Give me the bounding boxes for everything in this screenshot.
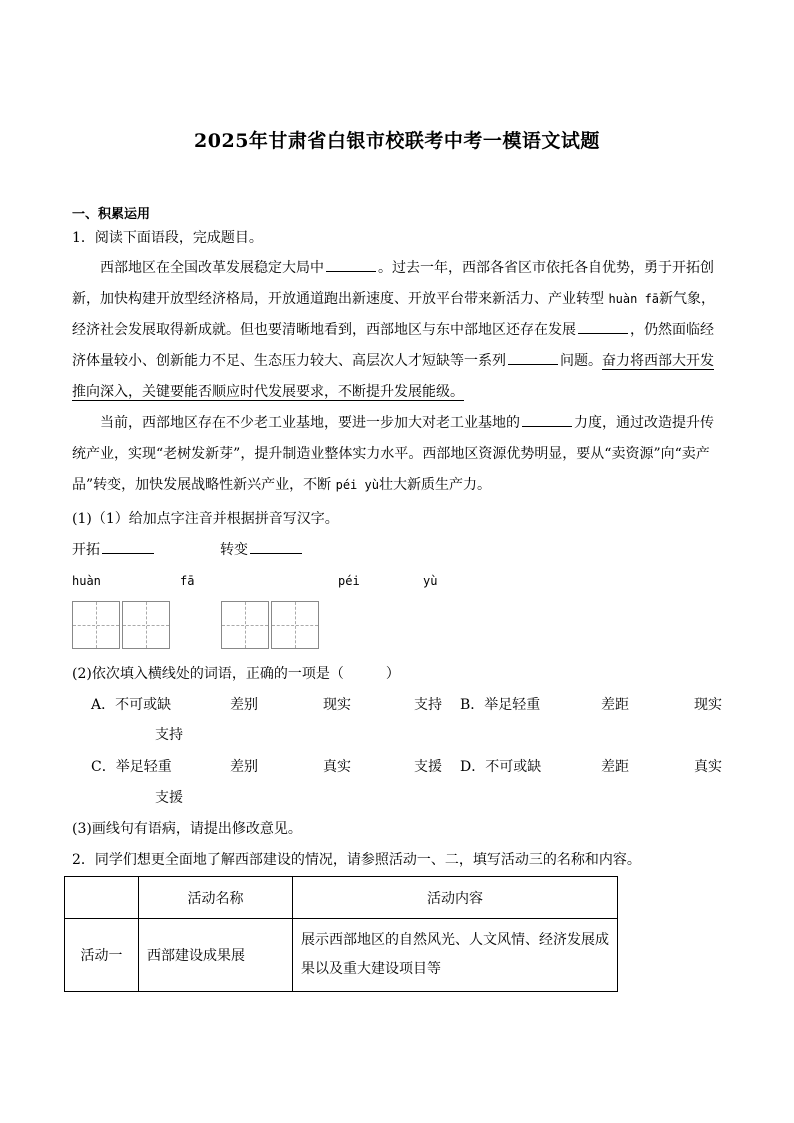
question-1-stem: 1．阅读下面语段，完成题目。 — [72, 230, 263, 246]
underlined-sentence: 奋力将西部大开发推向深入，关键要能否顺应时代发展要求，不断提升发展能级。 — [72, 353, 714, 400]
table-header-row — [65, 877, 618, 919]
option-c-word: 支援 — [414, 759, 442, 775]
passage-text: ，仍然面临经济体量较小、创新能力不足、生态压力较大、高层次人才短缺等一系列 — [72, 322, 714, 369]
option-d-word: 差距 — [601, 759, 629, 775]
writing-grid-box[interactable] — [72, 601, 120, 649]
passage-text: 壮大新质生产力。 — [378, 477, 491, 493]
option-b-word: 现实 — [694, 697, 722, 713]
option-c-word: 真实 — [323, 759, 351, 775]
activity-table — [64, 876, 618, 992]
option-d-word: 真实 — [694, 759, 722, 775]
pinyin-label: péi — [338, 574, 360, 588]
passage-text: 当前，西部地区存在不少老工业基地，要进一步加大对老工业基地的 — [100, 415, 520, 431]
option-a-word: 现实 — [323, 697, 351, 713]
option-c-word: 差别 — [230, 759, 258, 775]
sub-question-2: (2)依次填入横线处的词语，正确的一项是（ ） — [72, 666, 400, 682]
answer-line-1 — [72, 537, 156, 563]
table-cell: 西部建设成果展 — [139, 919, 293, 992]
passage-text: 力度，通过改造提升传统产业，实现“老树发新芽”，提升制造业整体实力水平。西部地区资源优势明显，要从“卖资源”向“卖产品”转变，加快发展战略性新兴产业，不断 — [72, 415, 714, 493]
writing-grid-box[interactable] — [122, 601, 170, 649]
passage-text: 新气象，经济社会发展取得新成就。但也要清晰地看到，西部地区与东中部地区还存在发展 — [72, 291, 716, 338]
option-a-word: 差别 — [230, 697, 258, 713]
fill-blank[interactable] — [508, 350, 558, 365]
table-cell: 活动一 — [65, 919, 139, 992]
option-d-word: 支援 — [155, 790, 183, 806]
pinyin-label: fā — [180, 574, 195, 588]
passage-text: 西部地区在全国改革发展稳定大局中 — [100, 260, 324, 276]
option-b-word: 支持 — [155, 727, 183, 743]
answer-line-2 — [220, 537, 304, 563]
passage-text: 问题。 — [560, 353, 602, 369]
sub-question-1: (1)（1）给加点字注音并根据拼音写汉字。 — [72, 511, 339, 527]
word-label: 转变 — [220, 542, 248, 558]
passage-paragraph-1 — [72, 253, 723, 408]
pinyin-annotation: péi yù — [335, 478, 379, 492]
option-a-label[interactable]: A．不可或缺 — [91, 697, 172, 713]
table-cell: 展示西部地区的自然风光、人文风情、经济发展成果以及重大建设项目等 — [293, 919, 618, 992]
option-a-word: 支持 — [414, 697, 442, 713]
pinyin-label: huàn — [72, 574, 101, 588]
fill-blank[interactable] — [578, 319, 628, 334]
passage-text: 。过去一年，西部各省区市依托各自优势，勇于开拓创新，加快构建开放型经济格局，开放通道跑出新速度、开放平台带来新活力、产业转型 — [72, 260, 714, 307]
pinyin-label: yù — [423, 574, 438, 588]
fill-blank[interactable] — [522, 412, 572, 427]
question-2-stem: 2．同学们想更全面地了解西部建设的情况，请参照活动一、二，填写活动三的名称和内容。 — [72, 852, 641, 868]
option-c-label[interactable]: C．举足轻重 — [91, 759, 172, 775]
writing-grid-box[interactable] — [221, 601, 269, 649]
fill-blank[interactable] — [326, 257, 376, 272]
passage-paragraph-2 — [72, 408, 723, 501]
answer-blank[interactable] — [102, 539, 154, 554]
option-b-word: 差距 — [601, 697, 629, 713]
table-header-cell: 活动内容 — [293, 877, 618, 919]
word-label: 开拓 — [72, 542, 100, 558]
table-header-cell: 活动名称 — [139, 877, 293, 919]
answer-blank[interactable] — [250, 539, 302, 554]
table-header-cell — [65, 877, 139, 919]
option-d-label[interactable]: D．不可或缺 — [460, 759, 542, 775]
option-b-label[interactable]: B．举足轻重 — [460, 697, 541, 713]
writing-grid-box[interactable] — [271, 601, 319, 649]
section-heading: 一、积累运用 — [72, 207, 151, 222]
sub-question-3: (3)画线句有语病，请提出修改意见。 — [72, 821, 302, 837]
page-title: 2025年甘肃省白银市校联考中考一模语文试题 — [194, 130, 600, 152]
pinyin-annotation: huàn fā — [608, 292, 660, 306]
table-row — [65, 919, 618, 992]
